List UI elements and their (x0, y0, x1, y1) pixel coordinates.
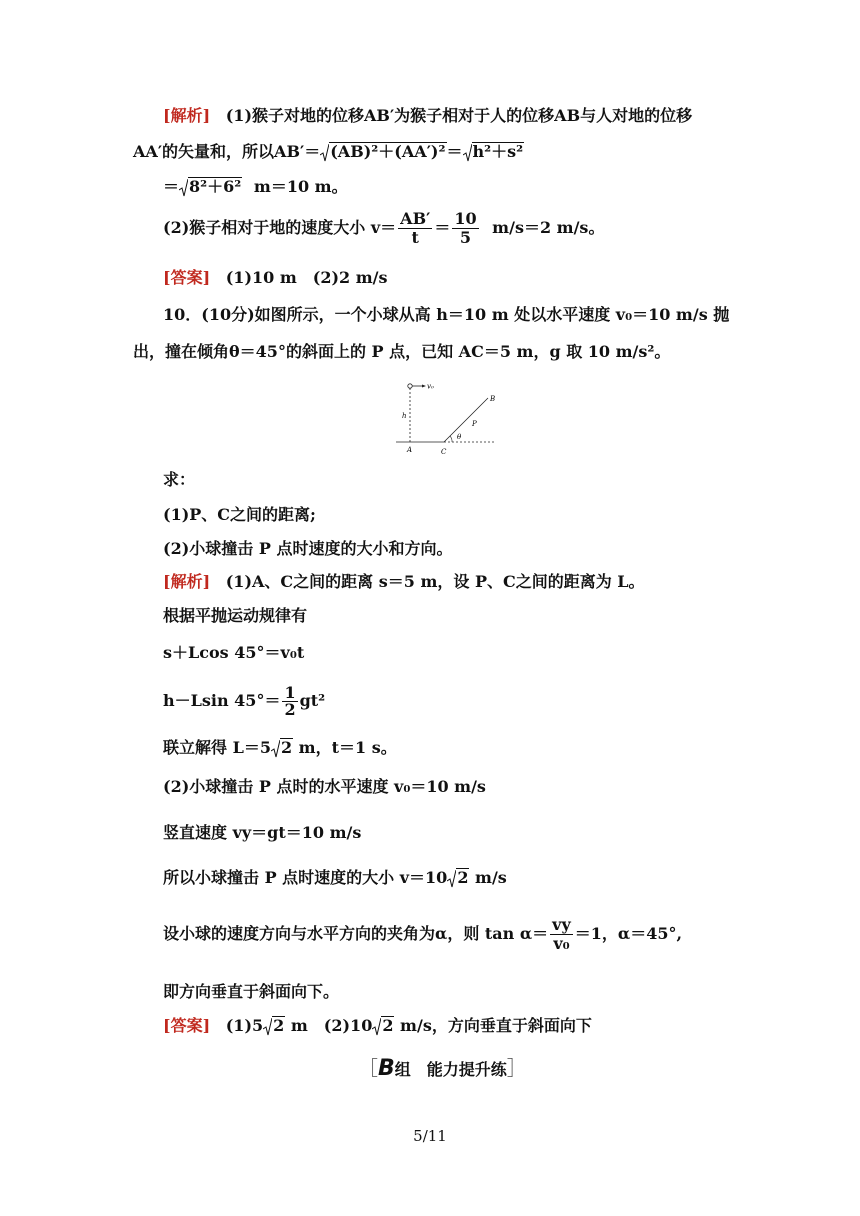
section-letter: B (378, 1056, 395, 1081)
section-label: 组 能力提升练 (394, 1060, 507, 1079)
question-line-1 (163, 305, 729, 325)
solution-text: 根据平抛运动规律有 (163, 606, 308, 625)
question-text: (2)小球撞击 P 点时速度的大小和方向。 (163, 539, 453, 558)
label-theta: θ (457, 433, 462, 441)
sqrt-expression (463, 142, 525, 162)
solution-line-3 (163, 643, 304, 663)
analysis-text: AA′的矢量和，所以AB′＝ (133, 142, 321, 161)
analysis-text: m＝10 m。 (253, 177, 348, 196)
solution-text: gt² (299, 691, 326, 710)
analysis-line-4 (163, 210, 604, 247)
solution-text: 即方向垂直于斜面向下。 (163, 982, 340, 1001)
denominator: t (411, 228, 419, 247)
question-sub-2 (163, 539, 452, 559)
radicand: (AB)²＋(AA′)² (330, 142, 446, 161)
radicand: 8²＋6² (189, 177, 242, 196)
answer-line (163, 268, 388, 288)
label-B: B (490, 395, 496, 403)
sqrt-expression (372, 1016, 394, 1036)
solution-answer (163, 1016, 592, 1036)
solution-line-2 (163, 606, 307, 626)
answer-text: m/s，方向垂直于斜面向下 (394, 1016, 592, 1035)
fraction (452, 210, 478, 247)
question-text: 出，撞在倾角θ＝45°的斜面上的 P 点，已知 AC＝5 m，g 取 10 m/s²。 (133, 342, 671, 361)
solution-text: m，t＝1 s。 (293, 738, 397, 757)
answer-text: m (2)10 (285, 1016, 373, 1035)
solution-line-8 (163, 868, 507, 888)
question-ask (163, 470, 195, 490)
radicand: 2 (280, 738, 293, 757)
denominator: v₀ (553, 934, 570, 953)
solution-line-9 (163, 914, 682, 954)
fraction (398, 210, 432, 247)
solution-line-1 (163, 572, 645, 592)
solution-line-6 (163, 777, 486, 797)
solution-line-7 (163, 823, 361, 843)
numerator: 1 (284, 683, 296, 702)
analysis-line-3 (163, 177, 348, 197)
numerator: 10 (454, 209, 477, 228)
sqrt-expression (320, 142, 446, 162)
solution-text: m/s (469, 868, 507, 887)
answer-text: (1)10 m (2)2 m/s (225, 268, 388, 287)
sqrt-expression (263, 1016, 285, 1036)
numerator: AB′ (400, 209, 431, 228)
solution-line-4 (163, 683, 325, 719)
label-v0: v₀ (427, 382, 434, 391)
fraction (282, 685, 297, 718)
equals: ＝ (163, 177, 180, 196)
sqrt-expression (179, 177, 242, 197)
incline-figure (396, 380, 500, 460)
analysis-text: (1)猴子对地的位移AB′为猴子相对于人的位移AB与人对地的位移 (225, 106, 693, 125)
solution-text: 联立解得 L＝5 (163, 738, 271, 757)
question-text: 10．(10分)如图所示，一个小球从高 h＝10 m 处以水平速度 v₀＝10 m/s 抛 (163, 305, 730, 324)
analysis-text: m/s＝2 m/s。 (492, 218, 605, 237)
solution-text: (1)A、C之间的距离 s＝5 m，设 P、C之间的距离为 L。 (225, 572, 645, 591)
denominator: 2 (284, 700, 296, 719)
solution-line-10 (163, 982, 339, 1002)
analysis-tag: [解析] (163, 572, 211, 591)
answer-text: (1)5 (225, 1016, 264, 1035)
analysis-line-2 (133, 142, 524, 162)
question-text: 求： (163, 470, 196, 489)
answer-tag: [答案] (163, 268, 211, 287)
solution-text: (2)小球撞击 P 点时的水平速度 v₀＝10 m/s (163, 777, 486, 796)
sqrt-expression (447, 868, 469, 888)
radicand: 2 (457, 868, 469, 887)
analysis-tag: [解析] (163, 106, 211, 125)
solution-text: s＋Lcos 45°＝v₀t (163, 643, 305, 662)
label-P: P (472, 420, 477, 428)
label-A: A (407, 446, 413, 454)
bracket-open: ［ (358, 1056, 378, 1080)
fraction (550, 916, 573, 953)
numerator: vy (552, 915, 571, 934)
solution-text: 设小球的速度方向与水平方向的夹角为α，则 tan α＝ (163, 924, 549, 943)
equals: ＝ (434, 218, 451, 237)
radicand: h²＋s² (472, 142, 524, 161)
solution-text: h－Lsin 45°＝ (163, 691, 281, 710)
page-number: 5/11 (413, 1127, 447, 1145)
sqrt-expression (271, 738, 293, 758)
solution-text: 竖直速度 vy＝gt＝10 m/s (163, 823, 362, 842)
analysis-line-1 (163, 106, 692, 126)
section-heading (358, 1052, 527, 1081)
question-sub-1 (163, 505, 316, 525)
solution-line-5 (163, 738, 397, 758)
question-text: (1)P、C之间的距离; (163, 505, 316, 524)
label-C: C (441, 448, 447, 456)
radicand: 2 (382, 1016, 394, 1035)
radicand: 2 (273, 1016, 285, 1035)
label-h: h (402, 412, 407, 420)
solution-text: ＝1，α＝45°, (574, 924, 683, 943)
solution-text: 所以小球撞击 P 点时速度的大小 v＝10 (163, 868, 448, 887)
analysis-text: (2)猴子相对于地的速度大小 v＝ (163, 218, 397, 237)
answer-tag: [答案] (163, 1016, 211, 1035)
question-line-2 (133, 342, 670, 362)
bracket-close: ］ (506, 1056, 527, 1080)
equals: ＝ (446, 142, 463, 161)
denominator: 5 (459, 228, 472, 247)
